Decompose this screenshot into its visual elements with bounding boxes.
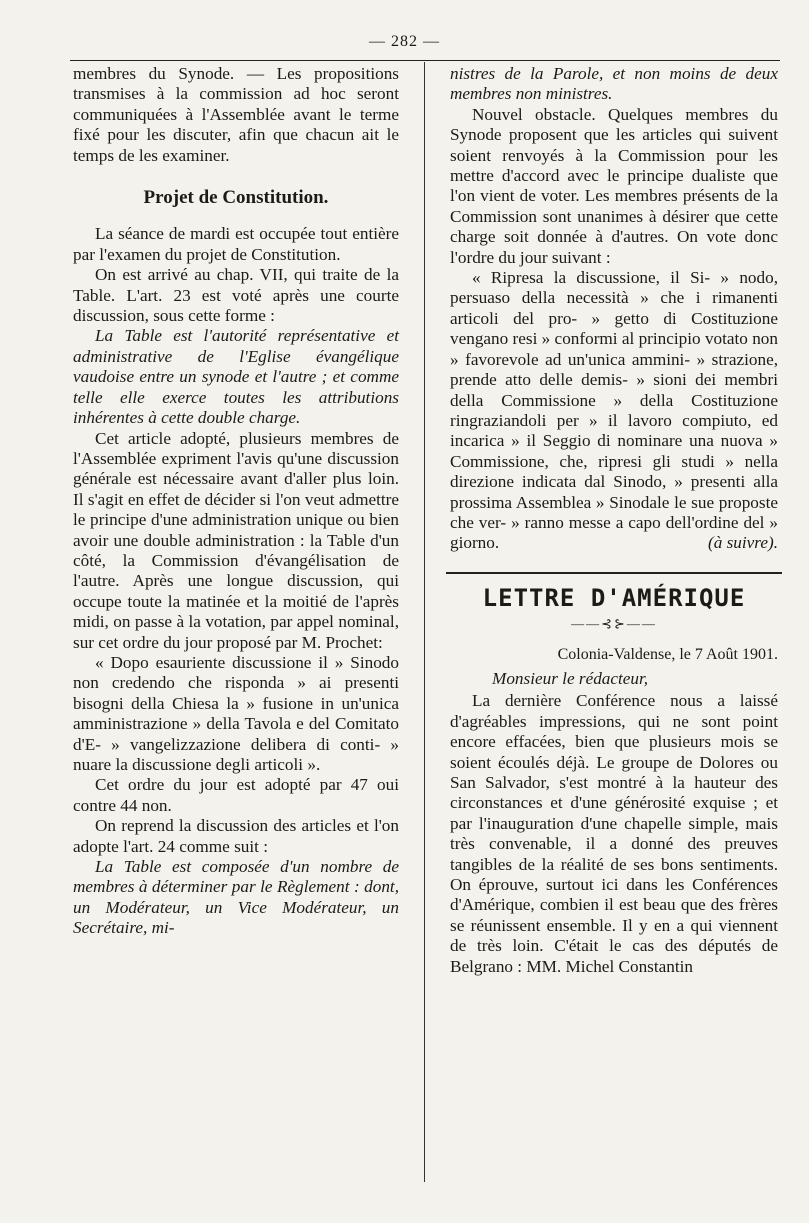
- quoted-motion: « Dopo esauriente discussione il » Sinodo non credendo che risponda » ai presenti bisogni della Chiesa la » fusione in un'unica amministrazione » della Tavola e del Comitato d'E- » vangelizzazione delibera di conti- » nuare la discussione degli articoli ».: [73, 652, 399, 774]
- header-rule: [70, 60, 780, 61]
- left-column: [73, 64, 399, 939]
- to-be-continued: (à suivre).: [708, 533, 778, 553]
- column-divider: [424, 62, 425, 1182]
- paragraph: On reprend la discussion des articles et l'on adopte l'art. 24 comme suit :: [73, 816, 399, 856]
- dateline: Colonia-Valdense, le 7 Août 1901.: [557, 645, 778, 663]
- article-text: La Table est l'autorité représentative et administrative de l'Eglise évangélique vaudoise entre un synode et l'autre ; et comme telle elle exerce toutes les attributions inhérentes à cette double charge.: [73, 326, 399, 428]
- article-text: nistres de la Parole, et non moins de deux membres non ministres.: [450, 64, 778, 104]
- section-title: Projet de Constitution.: [143, 187, 329, 209]
- quoted-motion: [450, 268, 778, 554]
- salutation: Monsieur le rédacteur,: [492, 668, 649, 688]
- page-number: — 282 —: [369, 33, 440, 50]
- ornament-divider: ——⊰⊱——: [571, 616, 657, 632]
- paragraph: La séance de mardi est occupée tout entière par l'examen du projet de Constitution.: [73, 224, 399, 264]
- paragraph: membres du Synode. — Les propositions transmises à la commission ad hoc seront communiquées à l'Assemblée avant le terme fixé pour les discuter, afin que chacun ait le temps de les examiner.: [73, 64, 399, 165]
- paragraph: On est arrivé au chap. VII, qui traite de la Table. L'art. 23 est voté après une courte discussion, sous cette forme :: [73, 265, 399, 326]
- paragraph: Cet ordre du jour est adopté par 47 oui contre 44 non.: [73, 775, 399, 815]
- paragraph: La dernière Conférence nous a laissé d'agréables impressions, qui ne sont point encore effacées, bien que plusieurs mois se soient écoulés déjà. Le groupe de Dolores ou San Salvador, s'est montré à la hauteur des circonstances et d'une générosité exquise ; et par l'inauguration d'une chapelle simple, mais très convenable, il a donné des preuves tangibles de la réalité de ses bons sentiments. On éprouve, surtout ici dans les Conférences d'Amérique, combien il est beau que des frères se réunissent ensemble. Il y en a qui viennent de très loin. C'était le cas des députés de Belgrano : MM. Michel Constantin: [450, 691, 778, 976]
- letter-title: LETTRE D'AMÉRIQUE: [482, 583, 746, 612]
- quoted-motion-text: « Ripresa la discussione, il Si- » nodo, persuaso della necessità » che i rimanenti articoli del pro- » getto di Costituzione vengano resi » conformi al principio votato non » favorevole ad un'unica ammini- » strazione, prende atto delle demis- » sioni dei membri della Commissione » della Costituzione ringraziandoli per » il lavoro compiuto, ed incarica » il Seggio di nominare una nuova » Commissione, che, ripresi gli studi » nella direzione indicata dal Sinodo, » presenti alla prossima Assemblea » Sinodale le sue proposte che ver- » ranno messe a capo dell'ordine del » giorno.: [450, 268, 778, 553]
- article-text: La Table est composée d'un nombre de membres à déterminer par le Règlement : dont, un Modérateur, un Vice Modérateur, un Secrétaire, mi-: [73, 857, 399, 938]
- paragraph: Cet article adopté, plusieurs membres de l'Assemblée expriment l'avis qu'une discussion générale est nécessaire avant d'aller plus loin. Il s'agit en effet de décider si l'on veut admettre le principe d'une administration unique ou bien avoir une double administration : la Table d'un côté, la Commission d'évangélisation de l'autre. Après une longue discussion, qui occupe toute la matinée et la moitié de l'après midi, on passe à la votation, par appel nominal, sur cet ordre du jour proposé par M. Prochet:: [73, 428, 399, 652]
- section-rule: [446, 572, 782, 574]
- right-column: [450, 64, 778, 977]
- paragraph: Nouvel obstacle. Quelques membres du Synode proposent que les articles qui suivent soient renvoyés à la Commission pour les mettre d'accord avec le principe dualiste que l'on vient de voter. Les membres présents de la Commission sont unanimes à désirer que cette charge soit donnée à d'autres. On vote donc l'ordre du jour suivant :: [450, 104, 778, 267]
